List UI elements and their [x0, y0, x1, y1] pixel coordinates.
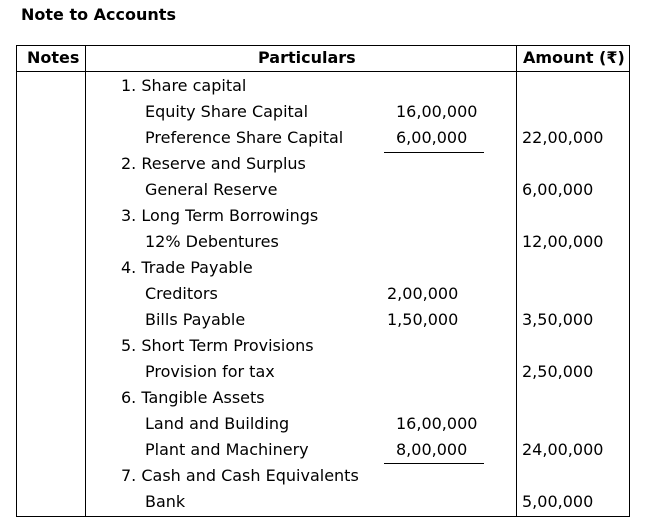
item-preference-share-capital: Preference Share Capital — [145, 128, 344, 147]
page-title: Note to Accounts — [21, 5, 176, 24]
header-particulars: Particulars — [258, 48, 356, 67]
item-land-and-building: Land and Building — [145, 414, 290, 433]
item-equity-share-capital: Equity Share Capital — [145, 102, 309, 121]
item-creditors: Creditors — [145, 284, 218, 303]
sub-amount-equity: 16,00,000 — [396, 102, 478, 121]
amount-share-capital: 22,00,000 — [522, 128, 604, 147]
item-plant-and-machinery: Plant and Machinery — [145, 440, 309, 459]
amount-provision-for-tax: 2,50,000 — [522, 362, 594, 381]
note-heading-long-term-borrowings: 3. Long Term Borrowings — [121, 206, 319, 225]
sub-amount-bills-payable: 1,50,000 — [387, 310, 459, 329]
note-heading-share-capital: 1. Share capital — [121, 76, 247, 95]
header-notes: Notes — [27, 48, 80, 67]
item-debentures: 12% Debentures — [145, 232, 279, 251]
note-heading-short-term-provisions: 5. Short Term Provisions — [121, 336, 314, 355]
subtotal-underline — [384, 463, 484, 464]
note-heading-tangible-assets: 6. Tangible Assets — [121, 388, 265, 407]
amount-tangible-assets: 24,00,000 — [522, 440, 604, 459]
item-general-reserve: General Reserve — [145, 180, 278, 199]
amount-general-reserve: 6,00,000 — [522, 180, 594, 199]
column-divider — [85, 45, 86, 517]
header-amount: Amount (₹) — [523, 48, 625, 67]
sub-amount-land-building: 16,00,000 — [396, 414, 478, 433]
subtotal-underline — [384, 152, 484, 153]
note-heading-cash-equivalents: 7. Cash and Cash Equivalents — [121, 466, 359, 485]
amount-debentures: 12,00,000 — [522, 232, 604, 251]
item-bank: Bank — [145, 492, 186, 511]
item-provision-for-tax: Provision for tax — [145, 362, 275, 381]
sub-amount-creditors: 2,00,000 — [387, 284, 459, 303]
sub-amount-plant-machinery: 8,00,000 — [396, 440, 468, 459]
note-heading-trade-payable: 4. Trade Payable — [121, 258, 253, 277]
amount-trade-payable: 3,50,000 — [522, 310, 594, 329]
amount-bank: 5,00,000 — [522, 492, 594, 511]
item-bills-payable: Bills Payable — [145, 310, 246, 329]
sub-amount-preference: 6,00,000 — [396, 128, 468, 147]
column-divider — [516, 45, 517, 517]
note-heading-reserve-surplus: 2. Reserve and Surplus — [121, 154, 306, 173]
header-divider — [16, 71, 630, 72]
